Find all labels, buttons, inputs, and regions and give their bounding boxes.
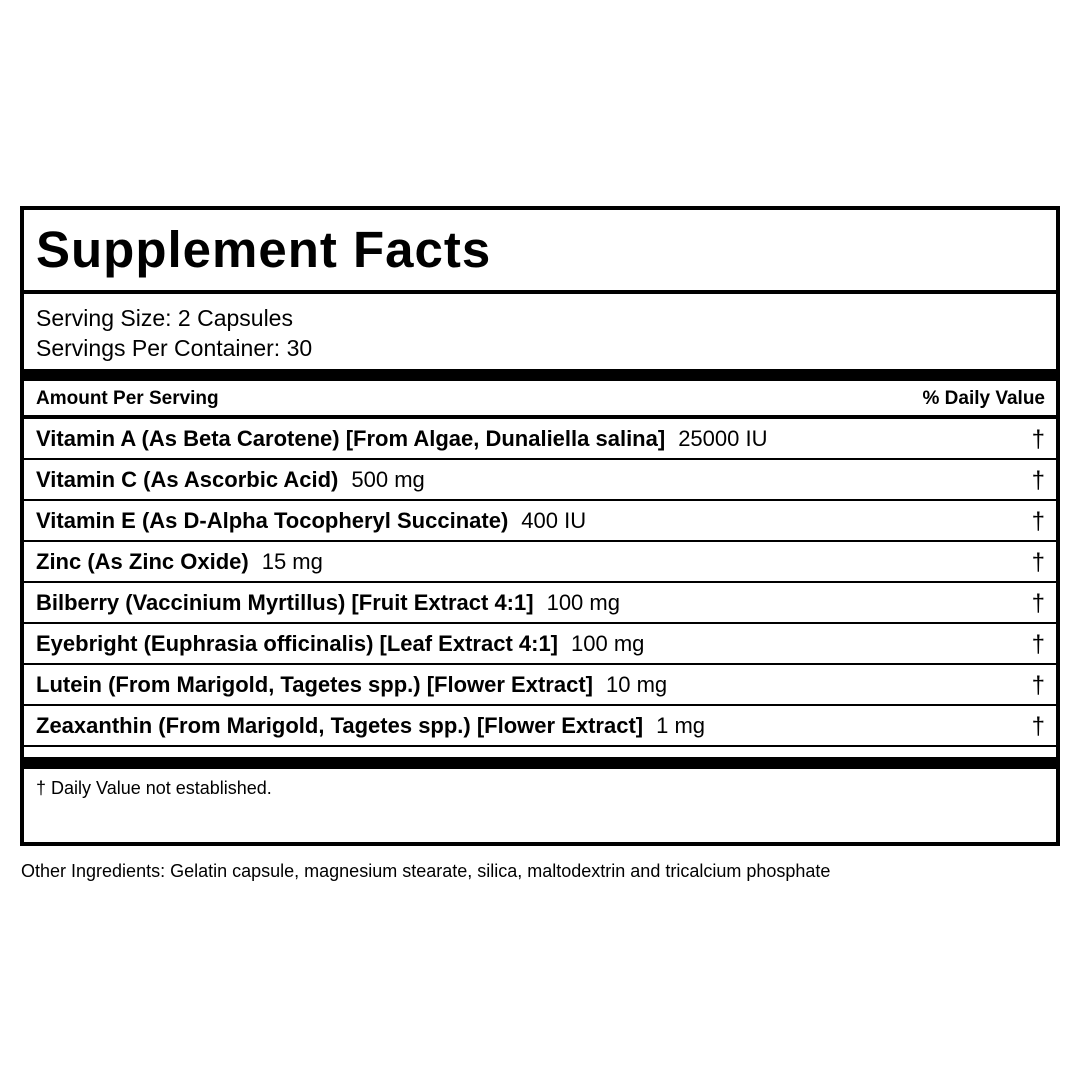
divider — [24, 290, 1056, 294]
daily-value-header: % Daily Value — [922, 388, 1045, 409]
ingredient-amount: 400 IU — [521, 508, 587, 533]
panel-title: Supplement Facts — [36, 221, 492, 278]
ingredient-amount: 25000 IU — [678, 426, 768, 451]
ingredient-row — [24, 542, 1056, 581]
daily-value-dagger: † — [1031, 713, 1045, 740]
servings-per-container: Servings Per Container: 30 — [36, 335, 313, 361]
ingredient-name: Vitamin C (As Ascorbic Acid) — [36, 467, 339, 492]
ingredient-row — [24, 706, 1056, 745]
daily-value-dagger: † — [1031, 549, 1045, 576]
ingredient-amount: 100 mg — [546, 590, 620, 615]
daily-value-dagger: † — [1031, 426, 1045, 453]
footnote: † Daily Value not established. — [36, 778, 272, 798]
ingredient-row — [24, 665, 1056, 704]
thick-divider — [24, 369, 1056, 381]
ingredient-row — [24, 624, 1056, 663]
ingredient-row — [24, 460, 1056, 499]
row-divider — [24, 745, 1056, 747]
daily-value-dagger: † — [1031, 467, 1045, 494]
amount-per-serving-header: Amount Per Serving — [36, 388, 219, 409]
ingredient-row — [24, 501, 1056, 540]
daily-value-dagger: † — [1031, 590, 1045, 617]
ingredient-amount: 1 mg — [656, 713, 706, 738]
ingredient-name: Vitamin A (As Beta Carotene) [From Algae, Dunaliella salina] — [36, 426, 666, 451]
ingredient-row — [24, 419, 1056, 458]
ingredient-row — [24, 583, 1056, 622]
ingredient-amount: 100 mg — [571, 631, 645, 656]
daily-value-dagger: † — [1031, 672, 1045, 699]
ingredient-amount: 15 mg — [261, 549, 323, 574]
ingredient-name: Lutein (From Marigold, Tagetes spp.) [Flower Extract] — [36, 672, 593, 697]
other-ingredients: Other Ingredients: Gelatin capsule, magnesium stearate, silica, maltodextrin and tricalcium phosphate — [21, 861, 831, 881]
supplement-facts-panel — [20, 206, 1060, 846]
ingredient-amount: 500 mg — [351, 467, 425, 492]
ingredient-name: Vitamin E (As D-Alpha Tocopheryl Succinate) — [36, 508, 509, 533]
daily-value-dagger: † — [1031, 508, 1045, 535]
ingredient-name: Zinc (As Zinc Oxide) — [36, 549, 249, 574]
ingredient-amount: 10 mg — [605, 672, 668, 697]
ingredient-name: Bilberry (Vaccinium Myrtillus) [Fruit Extract 4:1] — [36, 590, 534, 615]
ingredient-name: Zeaxanthin (From Marigold, Tagetes spp.) [Flower Extract] — [36, 713, 644, 738]
serving-size: Serving Size: 2 Capsules — [36, 305, 293, 331]
daily-value-dagger: † — [1031, 631, 1045, 658]
thick-divider — [24, 757, 1056, 769]
ingredient-name: Eyebright (Euphrasia officinalis) [Leaf Extract 4:1] — [36, 631, 559, 656]
